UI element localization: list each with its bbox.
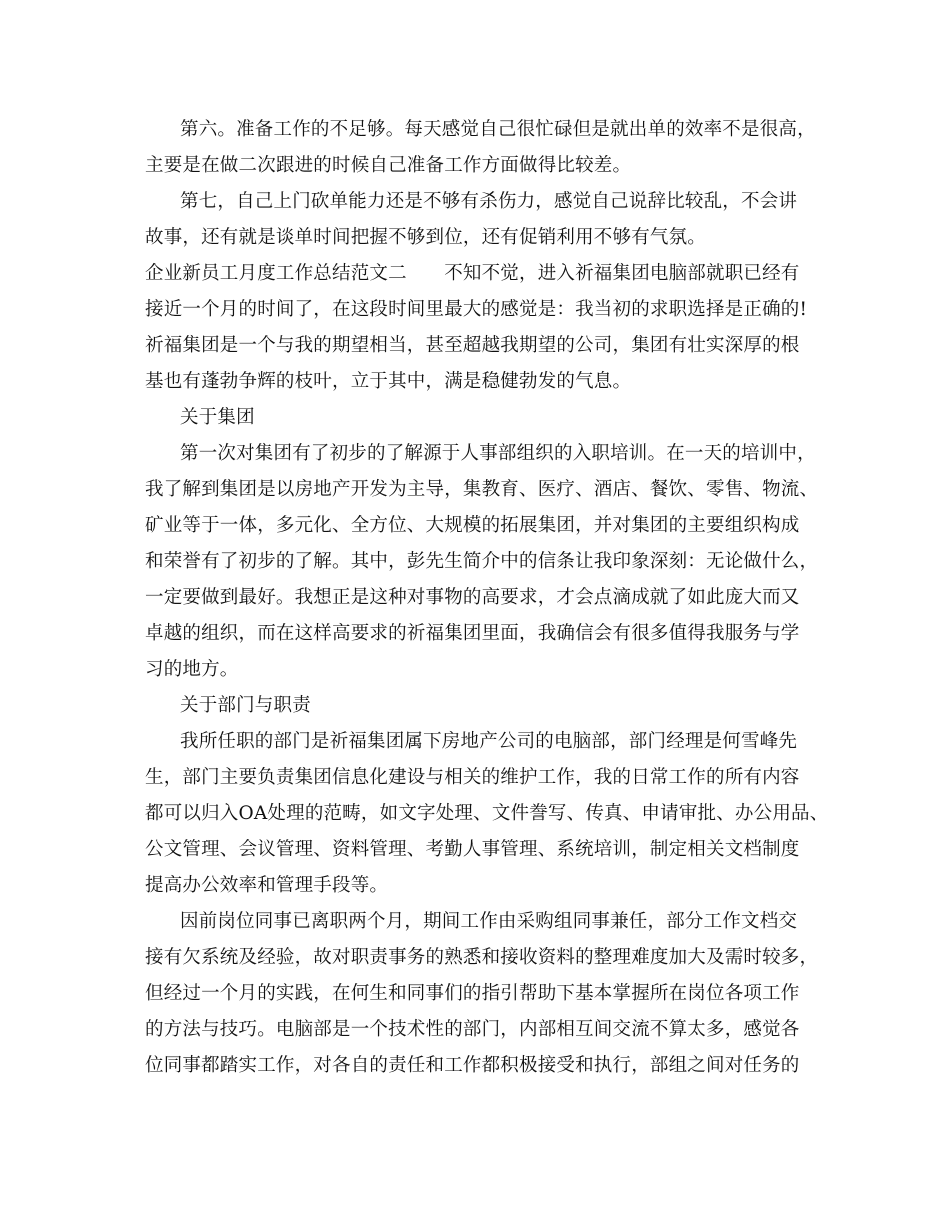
text-line: 接近一个月的时间了，在这段时间里最大的感觉是：我当初的求职选择是正确的! [145, 299, 808, 320]
text-line: 故事，还有就是谈单时间把握不够到位，还有促销利用不够有气氛。 [145, 227, 707, 248]
text-line: 主要是在做二次跟进的时候自己准备工作方面做得比较差。 [145, 155, 632, 176]
text-line: 一定要做到最好。我想正是这种对事物的高要求，才会点滴成就了如此庞大而又 [145, 587, 800, 608]
text-line: 接有欠系统及经验，故对职责事务的熟悉和接收资料的整理难度加大及需时较多， [145, 947, 819, 968]
text-line: 的方法与技巧。电脑部是一个技术性的部门，内部相互间交流不算太多，感觉各 [145, 1019, 800, 1040]
text-line: 但经过一个月的实践，在何生和同事们的指引帮助下基本掌握所在岗位各项工作 [145, 983, 800, 1004]
text-line: 第七，自己上门砍单能力还是不够有杀伤力，感觉自己说辞比较乱，不会讲 [180, 191, 798, 212]
text-line: 习的地方。 [145, 659, 239, 680]
text-line: 生，部门主要负责集团信息化建设与相关的维护工作，我的日常工作的所有内容 [145, 767, 800, 788]
text-line: 基也有蓬勃争辉的枝叶，立于其中，满是稳健勃发的气息。 [145, 371, 632, 392]
text-line: 我所任职的部门是祈福集团属下房地产公司的电脑部，部门经理是何雪峰先 [180, 731, 798, 752]
text-line: 矿业等于一体，多元化、全方位、大规模的拓展集团，并对集团的主要组织构成 [145, 515, 800, 536]
text-line: 卓越的组织，而在这样高要求的祈福集团里面，我确信会有很多值得我服务与学 [145, 623, 800, 644]
text-line: 提高办公效率和管理手段等。 [145, 875, 389, 896]
text-line: 位同事都踏实工作，对各自的责任和工作都积极接受和执行，部组之间对任务的 [145, 1055, 800, 1076]
text-line: 我了解到集团是以房地产开发为主导，集教育、医疗、酒店、餐饮、零售、物流、 [145, 479, 819, 500]
text-line: 都可以归入OA处理的范畴，如文字处理、文件誊写、传真、申请审批、办公用品、 [145, 803, 829, 824]
text-line: 和荣誉有了初步的了解。其中，彭先生简介中的信条让我印象深刻：无论做什么， [145, 551, 819, 572]
section-heading: 关于部门与职责 [180, 695, 311, 716]
text-line: 因前岗位同事已离职两个月，期间工作由采购组同事兼任，部分工作文档交 [180, 911, 798, 932]
text-line: 祈福集团是一个与我的期望相当，甚至超越我期望的公司，集团有壮实深厚的根 [145, 335, 800, 356]
text-line: 公文管理、会议管理、资料管理、考勤人事管理、系统培训，制定相关文档制度 [145, 839, 800, 860]
text-line: 企业新员工月度工作总结范文二 不知不觉，进入祈福集团电脑部就职已经有 [145, 263, 800, 284]
text-line: 第一次对集团有了初步的了解源于人事部组织的入职培训。在一天的培训中， [180, 443, 816, 464]
section-heading: 关于集团 [180, 407, 255, 428]
text-line: 第六。准备工作的不足够。每天感觉自己很忙碌但是就出单的效率不是很高， [180, 119, 816, 140]
